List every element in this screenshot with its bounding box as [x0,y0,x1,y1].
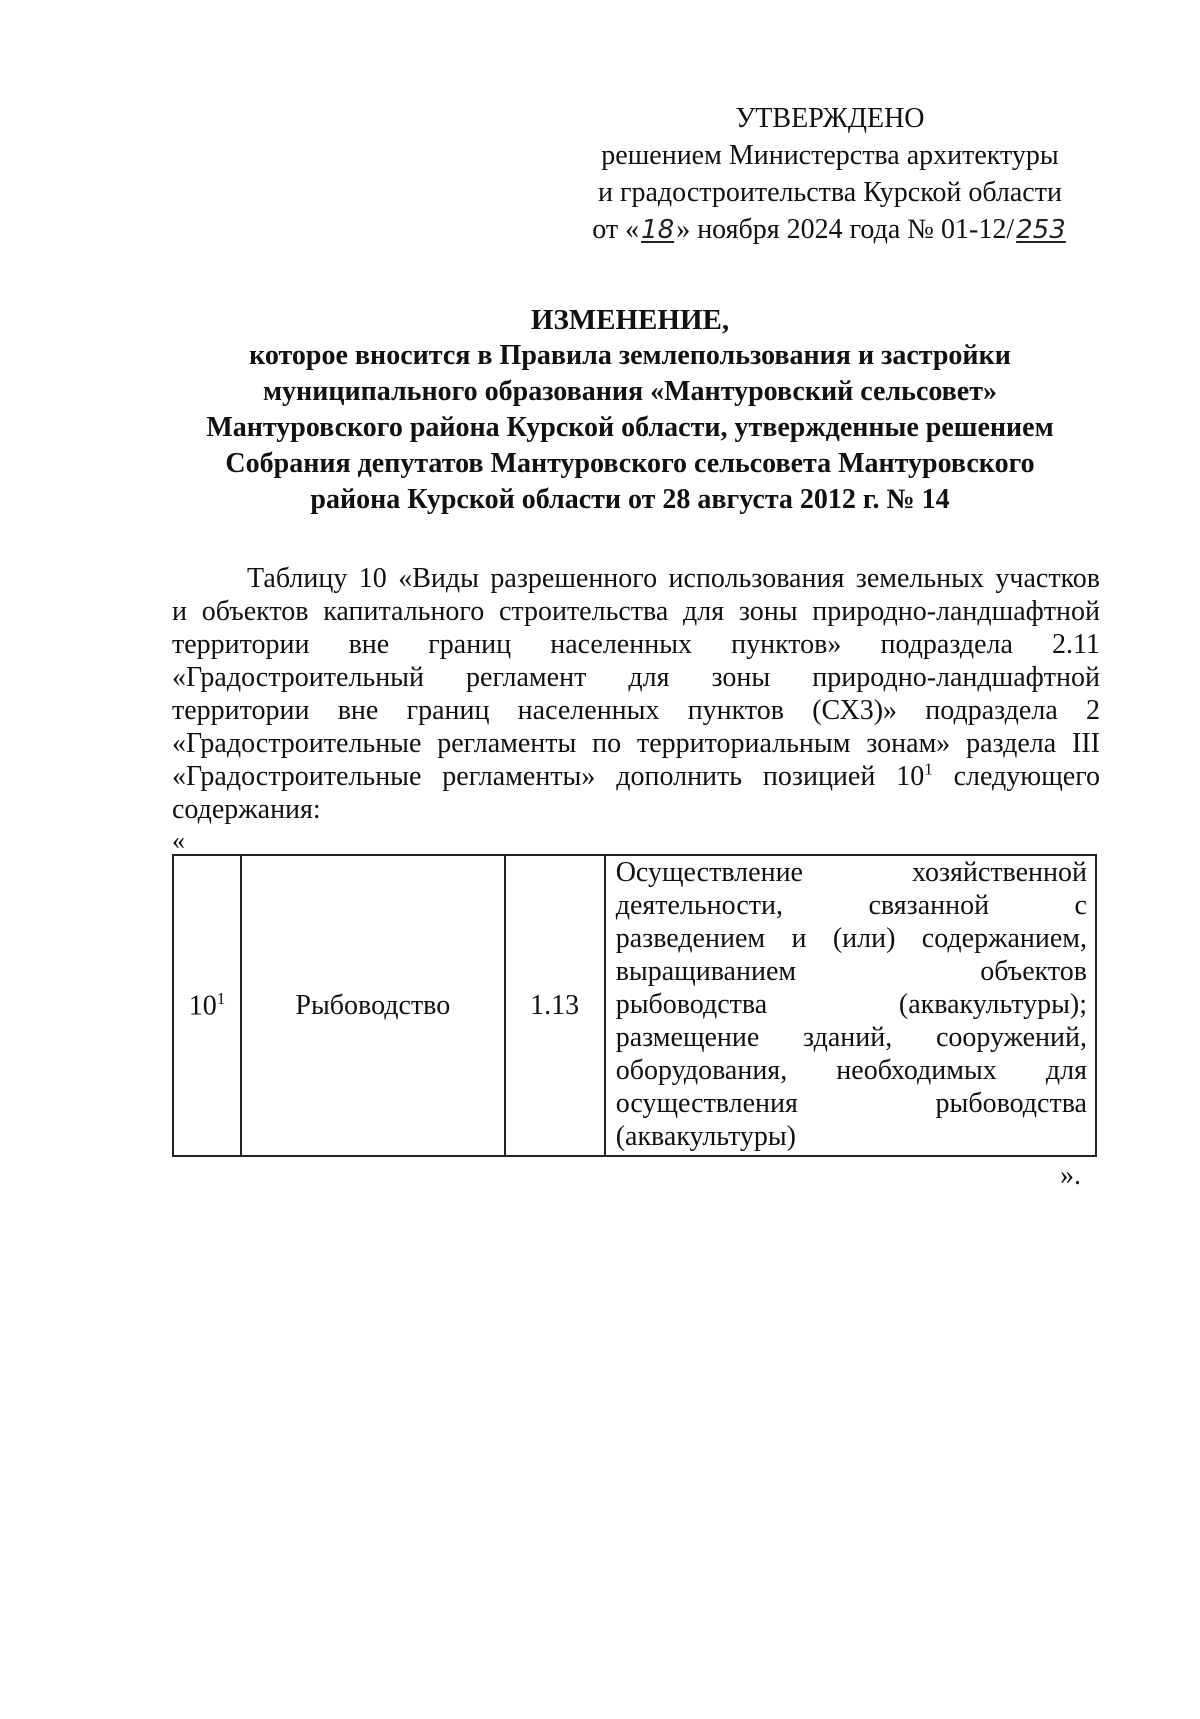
cell-use-description [605,855,1096,1156]
title-line-5: района Курской области от 28 августа 2012 г. № 14 [310,484,950,515]
approval-line-3: и градостроительства Курской области [598,177,1062,208]
body-line-6: «Градостроительные регламенты по территориальным зонам» раздела III [172,728,1100,759]
cell-position-sup: 1 [216,988,226,1008]
desc-line-1: Осуществление хозяйственной [615,857,1087,888]
approval-block [560,100,1100,249]
title-line-4: Собрания депутатов Мантуровского сельсовета Мантуровского [225,448,1035,479]
body-line-2: и объектов капитального строительства для зоны природно-ландшафтной [172,596,1100,627]
body-line-7-before: «Градостроительные регламенты» дополнить позицией 10 [172,761,925,792]
desc-line-8: осуществления рыбоводства [615,1088,1087,1119]
desc-line-3: разведением и (или) содержанием, [615,923,1087,954]
table-row [173,855,1096,1156]
cell-use-name: Рыбоводство [241,855,504,1156]
body-line-7-after: следующего [932,761,1100,792]
cell-use-code: 1.13 [505,855,605,1156]
title-line-1: которое вносится в Правила землепользования и застройки [249,340,1011,371]
desc-line-5: рыбоводства (аквакультуры); [615,989,1087,1020]
approval-date-line [560,211,1100,249]
body-line-7 [172,760,1100,793]
body-line-1: Таблицу 10 «Виды разрешенного использования земельных участков [247,563,1100,594]
body-line-8: содержания: [172,794,321,825]
approval-date-prefix: от « [592,214,640,245]
approval-line-2: решением Министерства архитектуры [601,140,1059,171]
desc-line-2: деятельности, связанной с [615,890,1087,921]
quote-open: « [172,826,185,855]
desc-line-6: размещение зданий, сооружений, [615,1022,1087,1053]
title-heading: ИЗМЕНЕНИЕ, [530,304,730,336]
document-title [140,302,1120,518]
approval-title: УТВЕРЖДЕНО [735,103,925,134]
quote-close: ». [1060,1160,1081,1191]
cell-position-number: $10^1$ [173,855,241,1156]
amendment-table [172,854,1097,1157]
desc-line-4: выращиванием объектов [615,956,1087,987]
desc-line-9: (аквакультуры) [615,1121,796,1152]
body-paragraph [172,562,1100,826]
body-line-3: территории вне границ населенных пунктов» подраздела 2.11 [172,629,1100,660]
title-line-2: муниципального образования «Мантуровский сельсовет» [262,376,997,407]
body-line-7-sup: 1 [924,759,933,779]
body-line-5: территории вне границ населенных пунктов (СХ3)» подраздела 2 [172,695,1100,726]
desc-line-7: оборудования, необходимых для [615,1055,1087,1086]
body-line-4: «Градостроительный регламент для зоны природно-ландшафтной [172,662,1100,693]
approval-decision-number: 253 [1016,215,1066,245]
approval-date-day: 18 [641,215,675,245]
title-line-3: Мантуровского района Курской области, утвержденные решением [206,412,1054,443]
approval-date-mid: » ноября 2024 года № 01-12/ [676,214,1015,245]
